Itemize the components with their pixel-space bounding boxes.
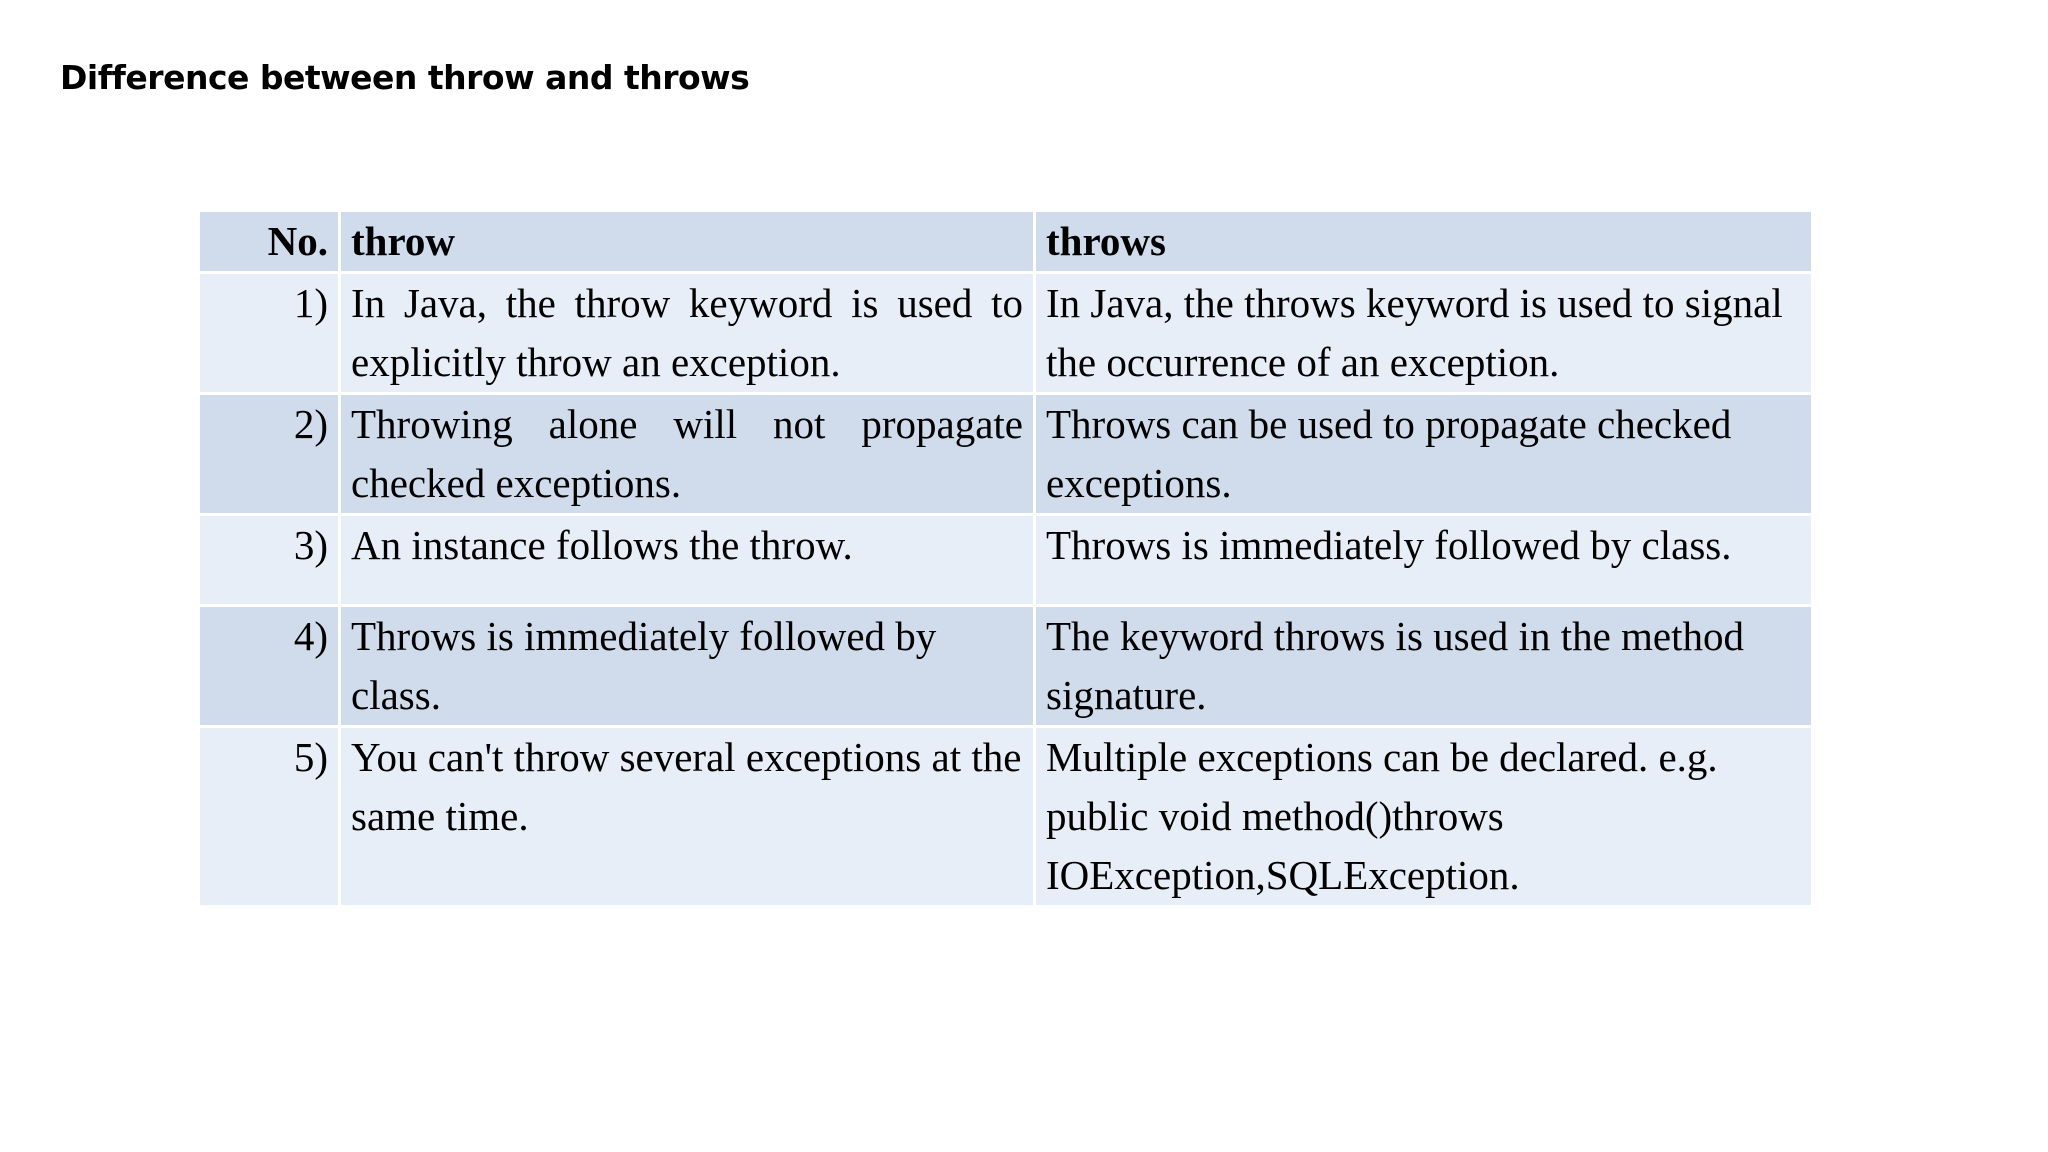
throws-cell: The keyword throws is used in the method signature.: [1035, 606, 1813, 727]
row-number: 4): [199, 606, 340, 727]
row-number: 2): [199, 394, 340, 515]
table-header-row: [199, 211, 1813, 273]
throws-cell: In Java, the throws keyword is used to signal the occurrence of an exception.: [1035, 273, 1813, 394]
header-no: No.: [199, 211, 340, 273]
table-row: [199, 606, 1813, 727]
row-number: 3): [199, 515, 340, 606]
throw-cell: Throwing alone will not propagate checked exceptions.: [340, 394, 1035, 515]
table-row: [199, 515, 1813, 606]
throws-cell: Multiple exceptions can be declared. e.g. public void method()throws IOException,SQLException.: [1035, 727, 1813, 907]
throws-cell: Throws can be used to propagate checked exceptions.: [1035, 394, 1813, 515]
table-row: [199, 727, 1813, 907]
row-number: 1): [199, 273, 340, 394]
page-title: Difference between throw and throws: [60, 58, 750, 97]
table-row: [199, 273, 1813, 394]
header-throw: throw: [340, 211, 1035, 273]
throw-cell: Throws is immediately followed by class.: [340, 606, 1035, 727]
table-row: [199, 394, 1813, 515]
row-number: 5): [199, 727, 340, 907]
throws-cell: Throws is immediately followed by class.: [1035, 515, 1813, 606]
comparison-table: [197, 209, 1814, 908]
throw-cell: An instance follows the throw.: [340, 515, 1035, 606]
throw-cell: In Java, the throw keyword is used to explicitly throw an exception.: [340, 273, 1035, 394]
throw-cell: You can't throw several exceptions at the same time.: [340, 727, 1035, 907]
header-throws: throws: [1035, 211, 1813, 273]
